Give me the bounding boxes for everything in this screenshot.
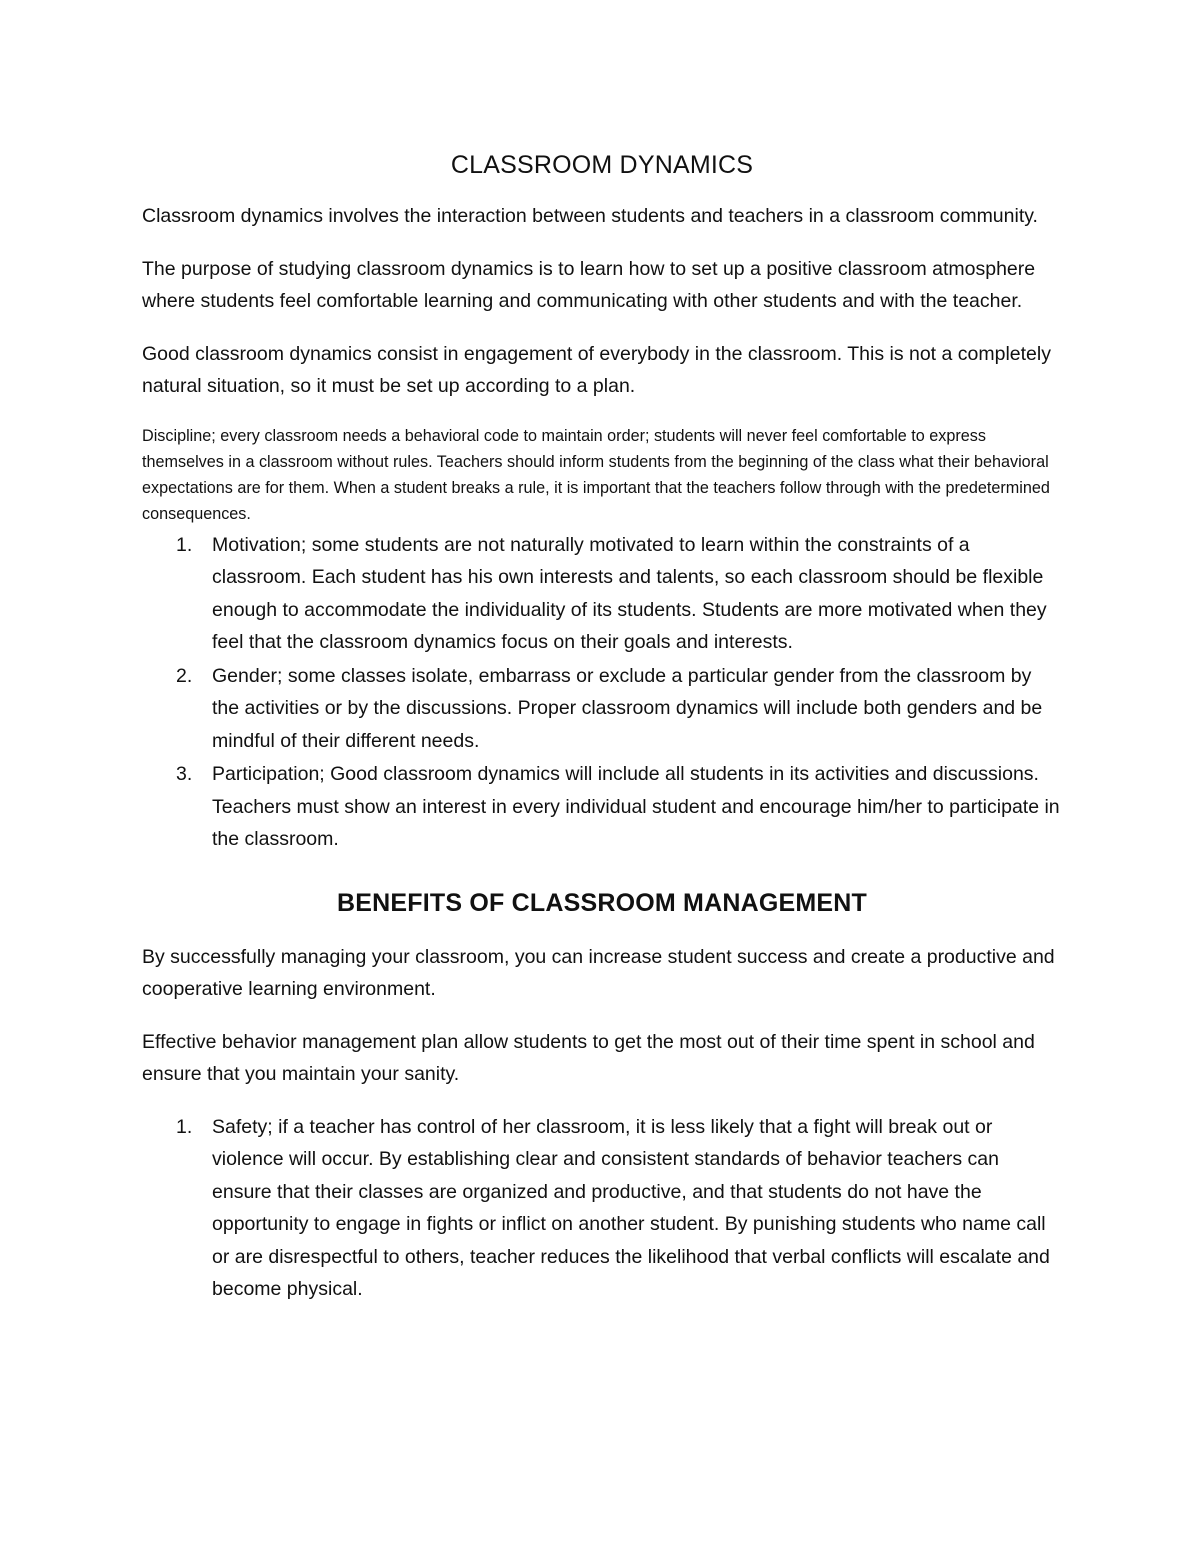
paragraph-discipline: Discipline; every classroom needs a behavioral code to maintain order; students will never feel comfortable to express themselves in a classroom without rules. Teachers should inform students from the beginning of the class what their behavioral expectations are for them. When a student breaks a rule, it is important that the teachers follow through with the predetermined consequences. <box>142 426 1050 523</box>
list-item-number: 1. <box>176 533 193 556</box>
numbered-list-benefits <box>142 1111 1062 1306</box>
list-item-text: Safety; if a teacher has control of her classroom, it is less likely that a fight will break out or violence will occur. By establishing clear and consistent standards of behavior teachers can ensure that their classes are organized and productive, and that students do not have the opportunity to engage in fights or inflict on another student. By punishing students who name call or are disrespectful to others, teacher reduces the likelihood that verbal conflicts will escalate and become physical. <box>212 1115 1050 1300</box>
list-item-text: Gender; some classes isolate, embarrass or exclude a particular gender from the classroom by the activities or by the discussions. Proper classroom dynamics will include both genders and be mindful of their different needs. <box>212 664 1043 752</box>
list-item-number: 1. <box>176 1115 193 1138</box>
paragraph-behavior-plan: Effective behavior management plan allow students to get the most out of their time spent in school and ensure that you maintain your sanity. <box>142 1030 1035 1085</box>
paragraph-purpose: The purpose of studying classroom dynamics is to learn how to set up a positive classroom atmosphere where students feel comfortable learning and communicating with other students and with the teacher. <box>142 257 1036 312</box>
numbered-list-dynamics <box>142 529 1062 856</box>
list-item-text: Motivation; some students are not naturally motivated to learn within the constraints of a classroom. Each student has his own interests and talents, so each classroom should be flexible enough to accommodate the individuality of its students. Students are more motivated when they feel that the classroom dynamics focus on their goals and interests. <box>212 533 1047 653</box>
heading-benefits: BENEFITS OF CLASSROOM MANAGEMENT <box>336 888 867 917</box>
heading-classroom-dynamics: CLASSROOM DYNAMICS <box>450 151 754 179</box>
list-item <box>142 758 1062 856</box>
list-item <box>142 1111 1062 1306</box>
list-item-text: Participation; Good classroom dynamics will include all students in its activities and discussions. Teachers must show an interest in every individual student and encourage him/her to participate in the classroom. <box>212 763 1060 850</box>
list-item-number: 3. <box>176 763 193 785</box>
paragraph-engagement: Good classroom dynamics consist in engagement of everybody in the classroom. This is not a completely natural situation, so it must be set up according to a plan. <box>142 342 1051 397</box>
list-item <box>142 660 1062 758</box>
paragraph-success: By successfully managing your classroom, you can increase student success and create a productive and cooperative learning environment. <box>142 945 1055 1000</box>
document-body <box>142 146 1062 1307</box>
list-item <box>142 529 1062 659</box>
paragraph-definition: Classroom dynamics involves the interaction between students and teachers in a classroom community. <box>142 205 1038 227</box>
list-item-number: 2. <box>176 664 193 687</box>
